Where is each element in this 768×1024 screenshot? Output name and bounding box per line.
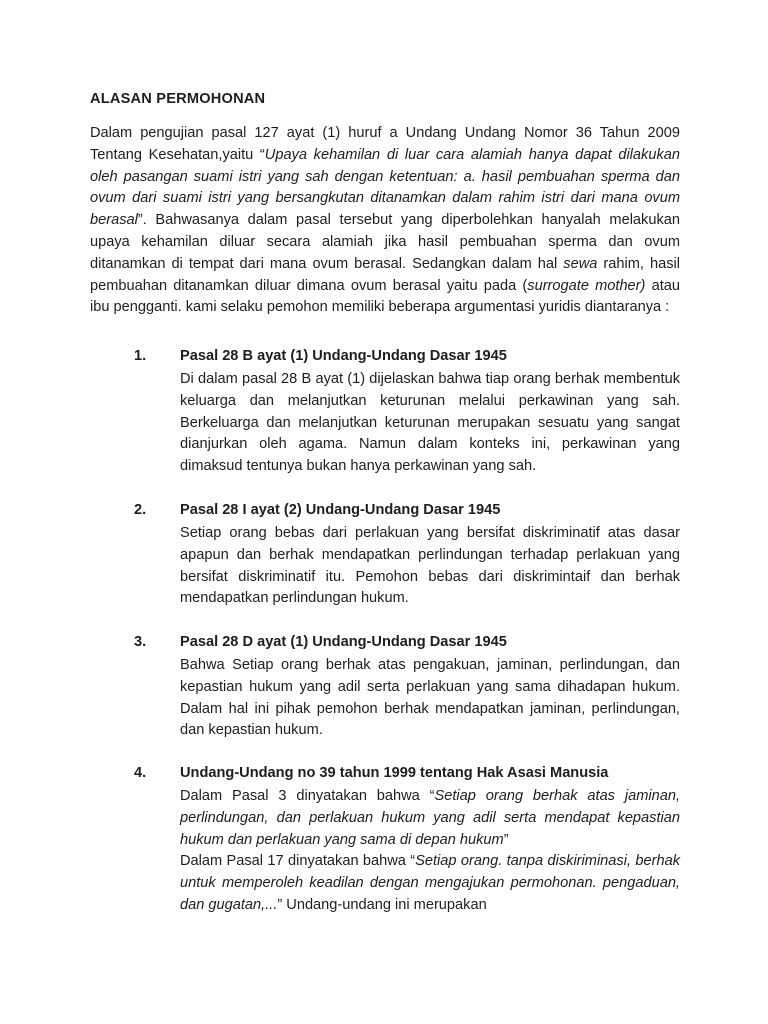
section-body: Setiap orang bebas dari perlakuan yang bersifat diskriminatif atas dasar apapun dan berhak mendapatkan perlindungan terhadap perlakuan yang bersifat diskriminatif itu. Pemohon bebas dari diskrimintaif dan berhak mendapatkan perlindungan hukum. <box>180 525 680 607</box>
section-title: Pasal 28 I ayat (2) Undang-Undang Dasar 1945 <box>180 502 501 518</box>
intro-text-1: Dalam pengujian pasal 127 ayat (1) huruf a Undang Undang Nomor 36 Tahun 2009 Tentang Kesehatan,yaitu “ <box>90 125 680 163</box>
intro-paragraph <box>90 123 680 319</box>
section-number: 2. <box>134 502 147 518</box>
intro-text-4: atau ibu pengganti. kami selaku pemohon memiliki beberapa argumentasi yuridis diantaranya : <box>90 277 680 316</box>
section-title: Undang-Undang no 39 tahun 1999 tentang Hak Asasi Manusia <box>180 765 609 781</box>
section-4-text-4: ” Undang-undang ini merupakan <box>277 896 487 913</box>
section-body: Di dalam pasal 28 B ayat (1) dijelaskan bahwa tiap orang berhak membentuk keluarga dan melanjutkan keturunan melalui perkawinan yang sah. Berkeluarga dan melanjutkan keturunan merupakan sesuatu yang sangat dianjurkan oleh agama. Namun dalam konteks ini, perkawinan yang dimaksud tentunya bukan hanya perkawinan yang sah. <box>180 371 680 475</box>
intro-text-2: ”. Bahwasanya dalam pasal tersebut yang diperbolehkan hanyalah melakukan upaya kehamilan diluar secara alamiah jika hasil pembuahan sperma dan ovum ditanamkan di tempat dari mana ovum berasal. Sedangkan dalam hal <box>90 212 680 272</box>
section-body <box>180 786 680 917</box>
intro-quote: Upaya kehamilan di luar cara alamiah hanya dapat dilakukan oleh pasangan suami istri yang sah dengan ketentuan: a. hasil pembuahan sperma dan ovum dari suami istri yang bersangkutan ditanamkan dalam rahim istri dari mana ovum berasal <box>90 146 680 229</box>
section-number: 3. <box>134 634 147 650</box>
section-number: 4. <box>134 765 147 781</box>
section-4-text-3: Dalam Pasal 17 dinyatakan bahwa “ <box>180 853 416 870</box>
section-number: 1. <box>134 348 147 364</box>
intro-sewa: sewa <box>563 255 598 272</box>
section-body: Bahwa Setiap orang berhak atas pengakuan, jaminan, perlindungan, dan kepastian hukum yang adil serta perlakuan yang sama dihadapan hukum. Dalam hal ini pihak pemohon berhak mendapatkan jaminan, perlindungan, dan kepastian hukum. <box>180 657 680 739</box>
intro-text-3: rahim, hasil pembuahan ditanamkan diluar dimana ovum berasal yaitu pada ( <box>90 255 681 294</box>
section-title: Pasal 28 D ayat (1) Undang-Undang Dasar 1945 <box>180 634 507 650</box>
section-4-text-2: ” <box>503 831 509 848</box>
section-title: Pasal 28 B ayat (1) Undang-Undang Dasar 1945 <box>180 348 507 364</box>
section-4-quote-2: Setiap orang. tanpa diskiriminasi, berhak untuk memperoleh keadilan dengan mengajukan permohonan. pengaduan, dan gugatan,... <box>180 853 680 913</box>
section-4-text-1: Dalam Pasal 3 dinyatakan bahwa “ <box>180 788 435 804</box>
page-heading: ALASAN PERMOHONAN <box>90 91 266 107</box>
intro-surrogate: surrogate mother) <box>527 277 646 294</box>
section-4-quote-1: Setiap orang berhak atas jaminan, perlindungan, dan perlakuan hukum yang adil serta mendapat kepastian hukum dan perlakuan yang sama di depan hukum <box>180 788 680 848</box>
